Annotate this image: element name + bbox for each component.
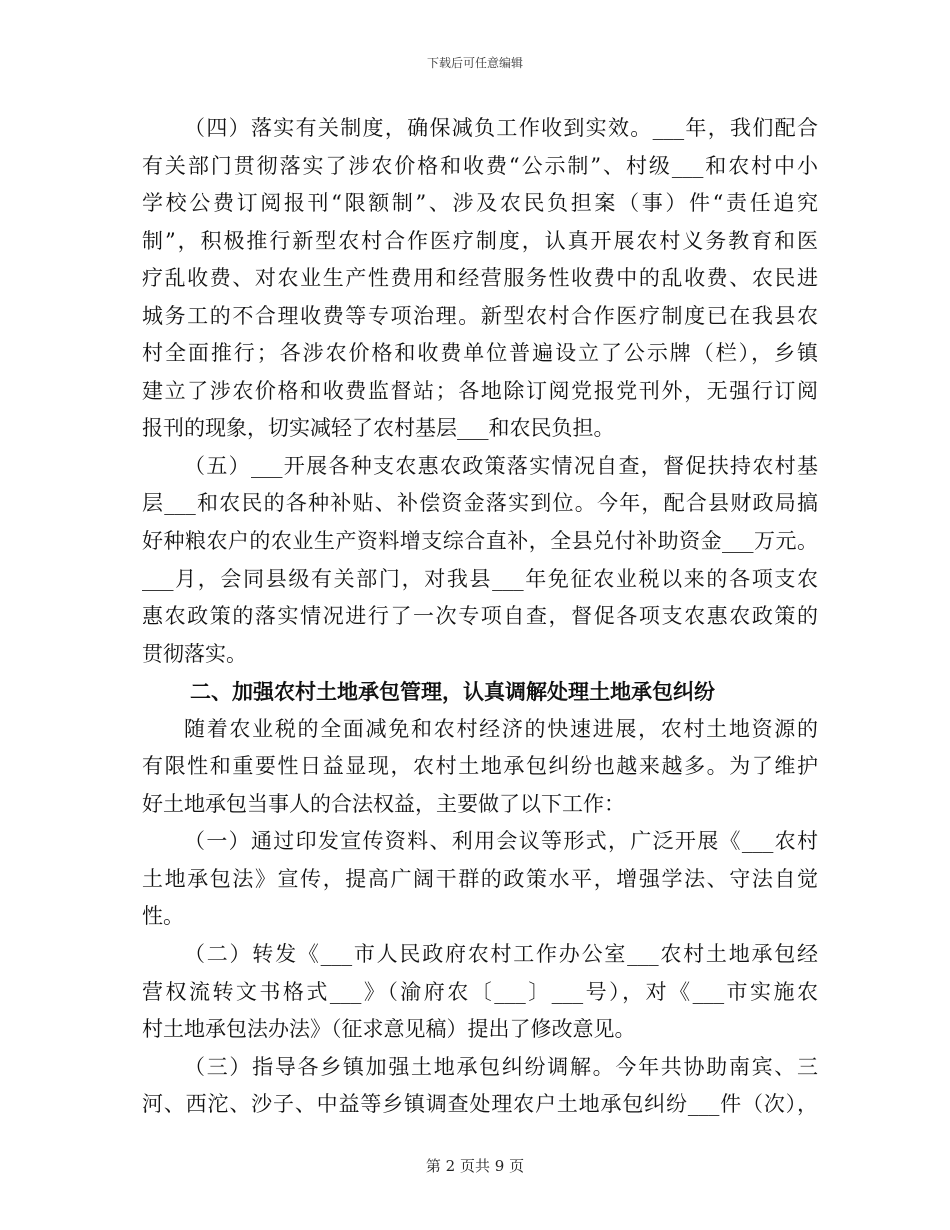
document-body [142, 110, 818, 1124]
paragraph-line: 营权流转文书格式___》（渝府农〔___〕___号），对《___市实施农 [142, 979, 818, 1004]
paragraph-line: 性。 [142, 904, 184, 929]
paragraph-line: 土地承包法》宣传，提高广阔干群的政策水平，增强学法、守法自觉 [142, 866, 818, 891]
paragraph-line: 学校公费订阅报刊“限额制”、涉及农民负担案（事）件“责任追究 [142, 191, 818, 216]
paragraph-line: 村全面推行；各涉农价格和收费单位普遍设立了公示牌（栏），乡镇 [142, 341, 818, 366]
paragraph-line: 层___和农民的各种补贴、补偿资金落实到位。今年，配合县财政局搞 [142, 491, 818, 516]
page-header-note: 下载后可任意编辑 [426, 56, 523, 70]
paragraph-line: 有限性和重要性日益显现，农村土地承包纠纷也越来越多。为了维护 [142, 754, 818, 779]
page-number: 第 2 页共 9 页 [425, 1157, 525, 1175]
paragraph-line: （二）转发《___市人民政府农村工作办公室___农村土地承包经 [184, 942, 818, 967]
paragraph-line: 报刊的现象，切实减轻了农村基层___和农民负担。 [142, 416, 615, 441]
paragraph-line: 好种粮农户的农业生产资料增支综合直补，全县兑付补助资金___万元。 [142, 529, 818, 554]
paragraph-line: （四）落实有关制度，确保减负工作收到实效。___年，我们配合 [184, 116, 818, 140]
paragraph-line: 河、西沱、沙子、中益等乡镇调查处理农户土地承包纠纷___件（次）， [142, 1092, 818, 1117]
paragraph-line: 有关部门贯彻落实了涉农价格和收费“公示制”、村级___和农村中小 [142, 153, 818, 178]
paragraph-line: 疗乱收费、对农业生产性费用和经营服务性收费中的乱收费、农民进 [142, 266, 818, 291]
paragraph-line: 制”，积极推行新型农村合作医疗制度，认真开展农村义务教育和医 [142, 228, 818, 253]
paragraph-line: ___月，会同县级有关部门，对我县___年免征农业税以来的各项支农 [142, 566, 818, 591]
paragraph-line: 建立了涉农价格和收费监督站；各地除订阅党报党刊外，无强行订阅 [142, 378, 818, 403]
paragraph-line: 村土地承包法办法》（征求意见稿）提出了修改意见。 [142, 1017, 636, 1042]
paragraph-line: 城务工的不合理收费等专项治理。新型农村合作医疗制度已在我县农 [142, 303, 818, 328]
paragraph-line: 好土地承包当事人的合法权益，主要做了以下工作： [142, 791, 625, 816]
section-heading: 二、加强农村土地承包管理，认真调解处理土地承包纠纷 [190, 679, 715, 705]
paragraph-line: （一）通过印发宣传资料、利用会议等形式，广泛开展《___农村 [184, 829, 818, 854]
paragraph-line: 贯彻落实。 [142, 641, 247, 666]
paragraph-line: （三）指导各乡镇加强土地承包纠纷调解。今年共协助南宾、三 [184, 1054, 818, 1079]
paragraph-line: 随着农业税的全面减免和农村经济的快速进展，农村土地资源的 [184, 716, 818, 741]
paragraph-line: 惠农政策的落实情况进行了一次专项自查，督促各项支农惠农政策的 [142, 604, 818, 629]
paragraph-line: （五）___开展各种支农惠农政策落实情况自查，督促扶持农村基 [184, 453, 818, 478]
